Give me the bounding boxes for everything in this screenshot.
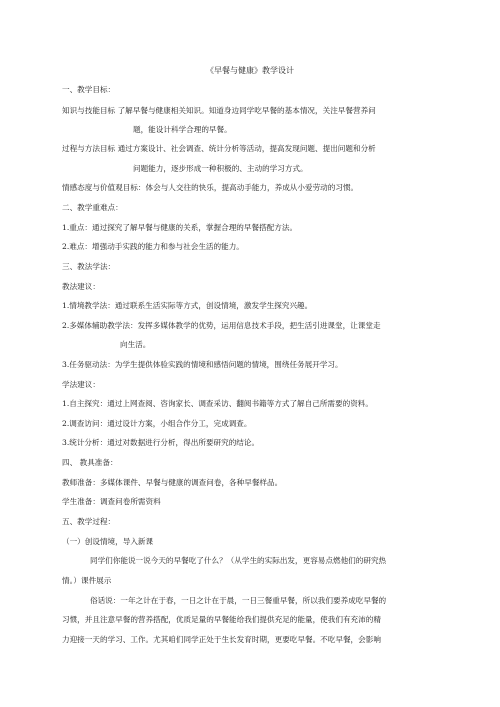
goal-attitude-line: 情感态度与价值观目标：体会与人交往的快乐，提高动手能力，养成从小爱劳动的习惯。 (62, 183, 359, 192)
step-1-paragraph-1-line-1: 同学们你能说一说今天的早餐吃了什么？（从学生的实际出发，更容易点燃他们的研究热 (90, 556, 387, 565)
section-heading-process: 五、教学过程： (62, 517, 116, 526)
teaching-method-1: 1.情境教学法：通过联系生活实际等方式，创设情境，激发学生探究兴趣。 (62, 301, 313, 310)
teaching-method-3: 3.任务驱动法：为学生提供体验实践的情境和感悟问题的情境，围绕任务展开学习。 (62, 360, 343, 369)
difficult-point-line: 2.难点：增强动手实践的能力和参与社会生活的能力。 (62, 242, 244, 251)
document-title: 《早餐与健康》教学设计 (206, 66, 294, 75)
learning-suggestions-heading: 学法建议： (62, 380, 100, 389)
step-1-paragraph-2-line-3: 力迎接一天的学习、工作。尤其咱们同学正处于生长发育时期，更要吃早餐。不吃早餐，会影响 (62, 635, 381, 644)
goal-process-line-1: 过程与方法目标 通过方案设计、社会调查、统计分析等活动，提高发现问题、提出问题和分析 (62, 144, 376, 153)
teaching-method-2-line-2: 向生活。 (120, 340, 151, 349)
section-heading-methods: 三、教法学法： (62, 262, 116, 271)
goal-knowledge-line-2: 题，能设计科学合理的早餐。 (133, 125, 232, 134)
section-heading-materials: 四、 教具准备： (62, 458, 118, 467)
teacher-preparation: 教师准备：多媒体课件、早餐与健康的调查问卷，各种早餐样品。 (62, 478, 283, 487)
step-1-paragraph-2-line-1: 俗话说：一年之计在于春，一日之计在于晨，一日三餐重早餐，所以我们要养成吃早餐的 (90, 596, 387, 605)
section-heading-key-points: 二、教学重难点： (62, 203, 123, 212)
goal-process-line-2: 问题能力，逐步形成一种积极的、主动的学习方式。 (133, 164, 308, 173)
learning-method-1: 1.自主探究：通过上网查阅、咨询家长、调查采访、翻阅书籍等方式了解自己所需要的资料。 (62, 399, 373, 408)
teaching-suggestions-heading: 教法建议： (62, 282, 100, 291)
step-1-paragraph-1-line-2: 情。）课件展示 (62, 576, 112, 585)
key-point-line: 1.重点：通过探究了解早餐与健康的关系，掌握合理的早餐搭配方法。 (62, 223, 298, 232)
teaching-method-2-line-1: 2.多媒体辅助教学法：发挥多媒体教学的优势，运用信息技术手段，把生活引进课堂，让课堂走 (62, 321, 381, 330)
goal-knowledge-line-1: 知识与技能目标 了解早餐与健康相关知识。知道身边同学吃早餐的基本情况，关注早餐营养问 (62, 106, 376, 115)
learning-method-2: 2.调查访问：通过设计方案，小组合作分工，完成调查。 (62, 419, 252, 428)
student-preparation: 学生准备：调查问卷所需资料 (62, 497, 161, 506)
section-heading-goals: 一、教学目标： (62, 85, 116, 94)
step-1-paragraph-2-line-2: 习惯，并且注意早餐的营养搭配，优质足量的早餐能给我们提供充足的能量，使我们有充沛的精 (62, 615, 381, 624)
learning-method-3: 3.统计分析：通过对数据进行分析，得出所要研究的结论。 (62, 438, 260, 447)
step-1-heading: （一）创设情境，导入新课 (62, 537, 154, 546)
